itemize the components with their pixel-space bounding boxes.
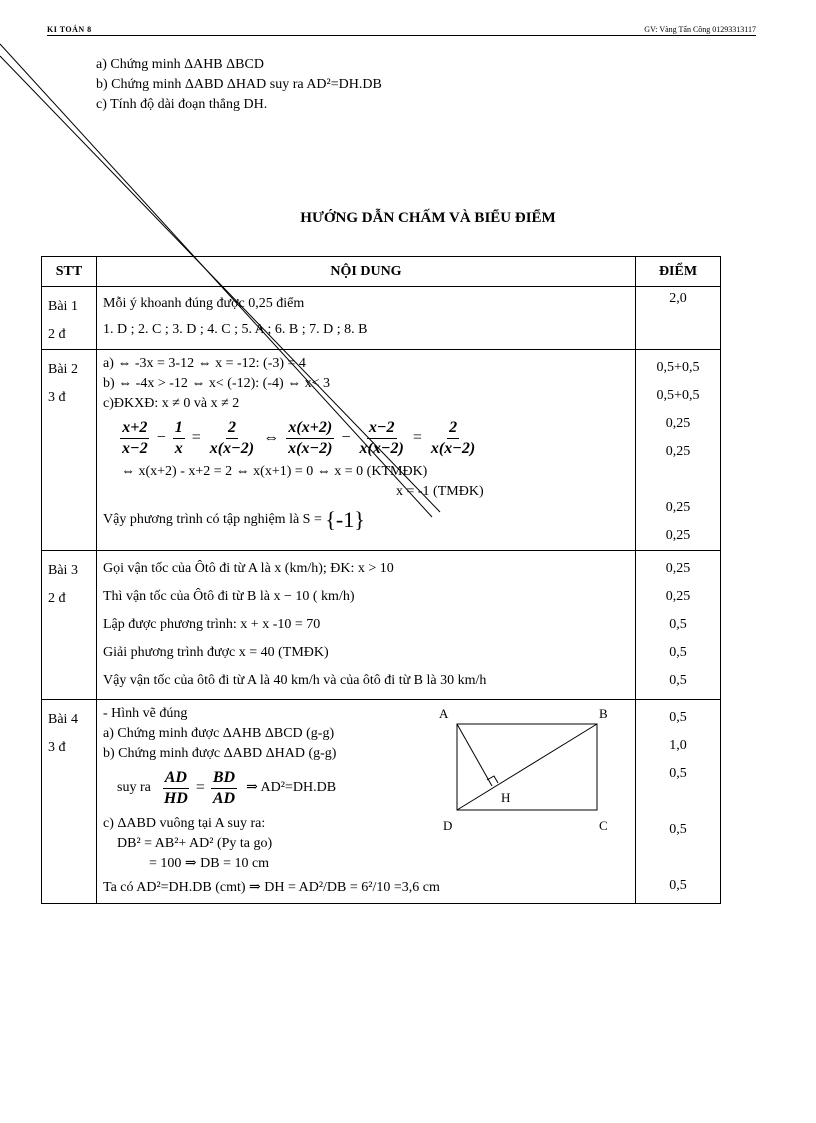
header-stt: STT bbox=[42, 257, 97, 287]
fraction: $\frac{AD}{HD}$ bbox=[163, 768, 188, 807]
point-value: 0,5 bbox=[669, 878, 687, 893]
point-value: 0,25 bbox=[665, 528, 691, 543]
point-value: 0,5 bbox=[669, 766, 687, 781]
label-d: D bbox=[443, 818, 453, 833]
bai2-line-b: b) ⇔ -4x > -12 ⇔ x< (-12): (-4) ⇔ x< 3 bbox=[103, 376, 331, 391]
label-c: C bbox=[599, 818, 608, 833]
point-value: 0,5+0,5 bbox=[656, 360, 700, 375]
bai4-line: Ta có AD²=DH.DB (cmt) ⇒ DH = AD²/DB = 6²/10 =3,6 cm bbox=[103, 880, 440, 895]
fraction: $\frac{x-2}{x(x-2)}$ bbox=[359, 418, 404, 457]
bai2-total: 3 đ bbox=[48, 390, 66, 405]
minus-sign: − bbox=[341, 429, 351, 446]
bai2-line-d2: x = -1 (TMĐK) bbox=[396, 484, 484, 499]
bai4-line: c) ΔABD vuông tại A suy ra: bbox=[103, 816, 266, 831]
equals-sign: = bbox=[191, 429, 201, 446]
bai3-line: Lập được phương trình: x + x -10 = 70 bbox=[103, 617, 321, 632]
bai3-line: Giải phương trình được x = 40 (TMĐK) bbox=[103, 645, 329, 660]
point-value: 0,25 bbox=[665, 561, 691, 576]
bai2-label: Bài 2 bbox=[48, 362, 78, 377]
fraction: $\frac{1}{x}$ bbox=[174, 418, 183, 457]
point-value: 0,25 bbox=[665, 444, 691, 459]
bai3-line: Vậy vận tốc của ôtô đi từ A là 40 km/h và của ôtô đi từ B là 30 km/h bbox=[103, 673, 487, 688]
intro-line-a: a) Chứng minh ΔAHB ΔBCD bbox=[96, 57, 264, 72]
header-points: ĐIỂM bbox=[636, 257, 721, 287]
ratio-result: ⇒ AD²=DH.DB bbox=[246, 780, 337, 795]
bai3-line: Gọi vận tốc của Ôtô đi từ A là x (km/h); ĐK: x > 10 bbox=[103, 561, 394, 576]
bai2-line-d1: ⇔ x(x+2) - x+2 = 2 ⇔ x(x+1) = 0 ⇔ x = 0 (KTMĐK) bbox=[121, 464, 428, 479]
page-title: HƯỚNG DẪN CHẤM VÀ BIỂU ĐIỂM bbox=[300, 210, 556, 226]
solution-set: {-1} bbox=[325, 507, 365, 532]
bai2-line-c: c)ĐKXĐ: x ≠ 0 và x ≠ 2 bbox=[103, 396, 240, 411]
point-value: 0,5 bbox=[669, 617, 687, 632]
header-content: NỘI DUNG bbox=[97, 257, 636, 287]
point-value: 0,5 bbox=[669, 645, 687, 660]
bai4-line: b) Chứng minh được ΔABD ΔHAD (g-g) bbox=[103, 746, 337, 761]
bai4-line: - Hình vẽ đúng bbox=[103, 706, 188, 721]
bai4-line: = 100 ⇒ DB = 10 cm bbox=[149, 856, 270, 871]
intro-line-b: b) Chứng minh ΔABD ΔHAD suy ra AD²=DH.DB bbox=[96, 77, 382, 92]
label-h: H bbox=[501, 790, 511, 805]
iff-sign: ⇔ bbox=[263, 429, 280, 446]
point-value: 2,0 bbox=[669, 291, 687, 306]
point-value: 0,25 bbox=[665, 416, 691, 431]
bai4-line: DB² = AB²+ AD² (Py ta go) bbox=[117, 836, 273, 851]
fraction: $\frac{x(x+2)}{x(x-2)}$ bbox=[288, 418, 333, 457]
bai3-total: 2 đ bbox=[48, 591, 66, 606]
point-value: 0,5 bbox=[669, 822, 687, 837]
bai1-total: 2 đ bbox=[48, 327, 66, 342]
label-b: B bbox=[599, 706, 608, 721]
equals-sign: = bbox=[195, 779, 205, 796]
fraction: $\frac{2}{x(x-2)}$ bbox=[209, 418, 255, 457]
bai1-line: Mỗi ý khoanh đúng được 0,25 điểm bbox=[103, 296, 305, 311]
fraction: $\frac{BD}{AD}$ bbox=[212, 768, 236, 807]
point-value: 0,25 bbox=[665, 500, 691, 515]
suy-ra-text: suy ra bbox=[117, 780, 151, 795]
point-value: 1,0 bbox=[669, 738, 687, 753]
bai1-label: Bài 1 bbox=[48, 299, 78, 314]
point-value: 0,5+0,5 bbox=[656, 388, 700, 403]
intro-line-c: c) Tính độ dài đoạn thẳng DH. bbox=[96, 97, 268, 112]
bai3-line: Thì vận tốc của Ôtô đi từ B là x − 10 ( km/h) bbox=[103, 589, 355, 604]
label-a: A bbox=[439, 706, 449, 721]
bai2-conclusion-text: Vậy phương trình có tập nghiệm là S = bbox=[103, 512, 322, 528]
bai4-line: a) Chứng minh được ΔAHB ΔBCD (g-g) bbox=[103, 726, 335, 741]
minus-sign: − bbox=[156, 429, 166, 446]
point-value: 0,5 bbox=[669, 710, 687, 725]
fraction: $\frac{2}{x(x-2)}$ bbox=[430, 418, 476, 457]
header-left: KI TOÁN 8 bbox=[47, 25, 92, 34]
bai1-line: 1. D ; 2. C ; 3. D ; 4. C ; 5. A ; 6. B ; 7. D ; 8. B bbox=[103, 322, 368, 337]
bai4-label: Bài 4 bbox=[48, 712, 78, 727]
point-value: 0,5 bbox=[669, 673, 687, 688]
bai4-total: 3 đ bbox=[48, 740, 66, 755]
equals-sign: = bbox=[412, 429, 422, 446]
bai3-label: Bài 3 bbox=[48, 563, 78, 578]
bai2-line-a: a) ⇔ -3x = 3-12 ⇔ x = -12: (-3) = 4 bbox=[103, 356, 306, 371]
fraction: $\frac{x+2}{x-2}$ bbox=[122, 418, 148, 457]
header-right: GV: Vàng Tấn Công 01293313117 bbox=[644, 25, 756, 34]
point-value: 0,25 bbox=[665, 589, 691, 604]
